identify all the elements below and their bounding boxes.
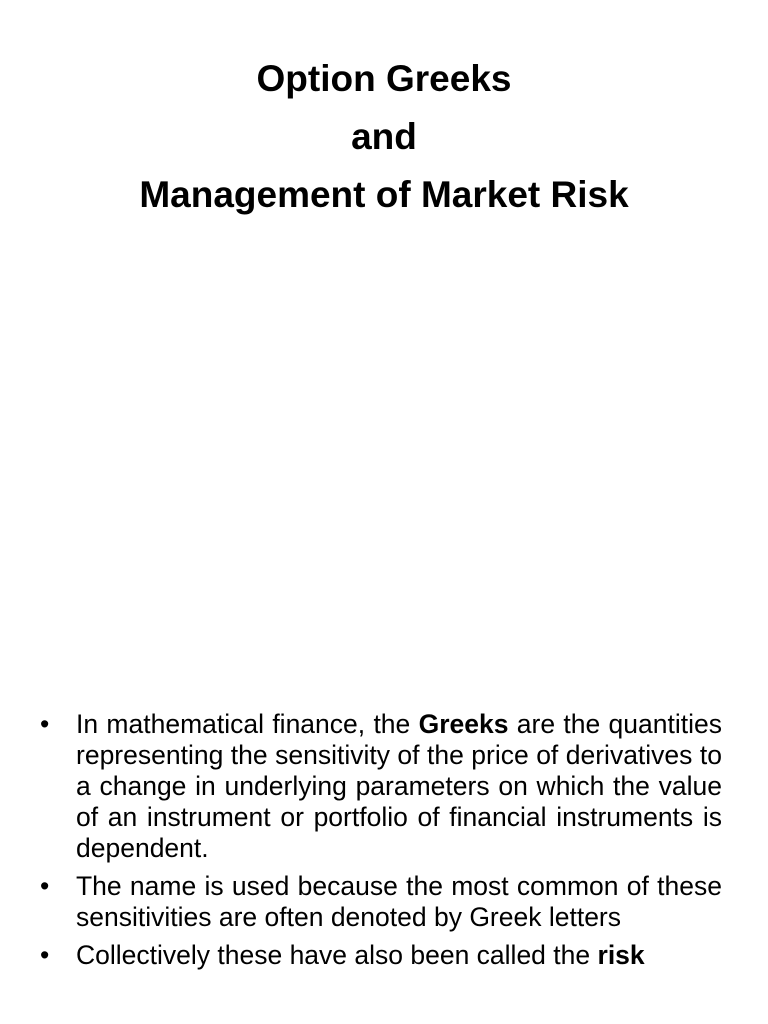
bullet-text <box>76 709 722 863</box>
bullet-text-before: Collectively these have also been called the <box>76 940 598 970</box>
bullet-marker: • <box>40 871 50 901</box>
bullet-text <box>76 940 645 970</box>
bullet-marker: • <box>40 709 50 739</box>
title-line-3: Management of Market Risk <box>139 174 629 215</box>
slide-title <box>0 50 768 224</box>
bullet-marker: • <box>40 940 50 970</box>
bullet-item-name-origin <box>40 871 722 933</box>
bullet-item-risk-sensitivities <box>40 940 722 971</box>
bullet-text: The name is used because the most common of these sensitivities are often denoted by Greek letters <box>76 871 722 932</box>
bullet-bold-term: risk <box>597 940 645 970</box>
bullet-item-greeks-definition <box>40 709 722 864</box>
bullet-list <box>40 709 722 978</box>
bullet-text-after: are the quantities representing the sensitivity of the price of derivatives to a change in underlying parameters on which the value of an instrument or portfolio of financial instruments is dependent. <box>76 709 722 863</box>
title-line-2: and <box>351 116 417 157</box>
bullet-bold-term: Greeks <box>418 709 509 739</box>
bullet-text-before: In mathematical finance, the <box>76 709 419 739</box>
title-line-1: Option Greeks <box>256 58 512 99</box>
